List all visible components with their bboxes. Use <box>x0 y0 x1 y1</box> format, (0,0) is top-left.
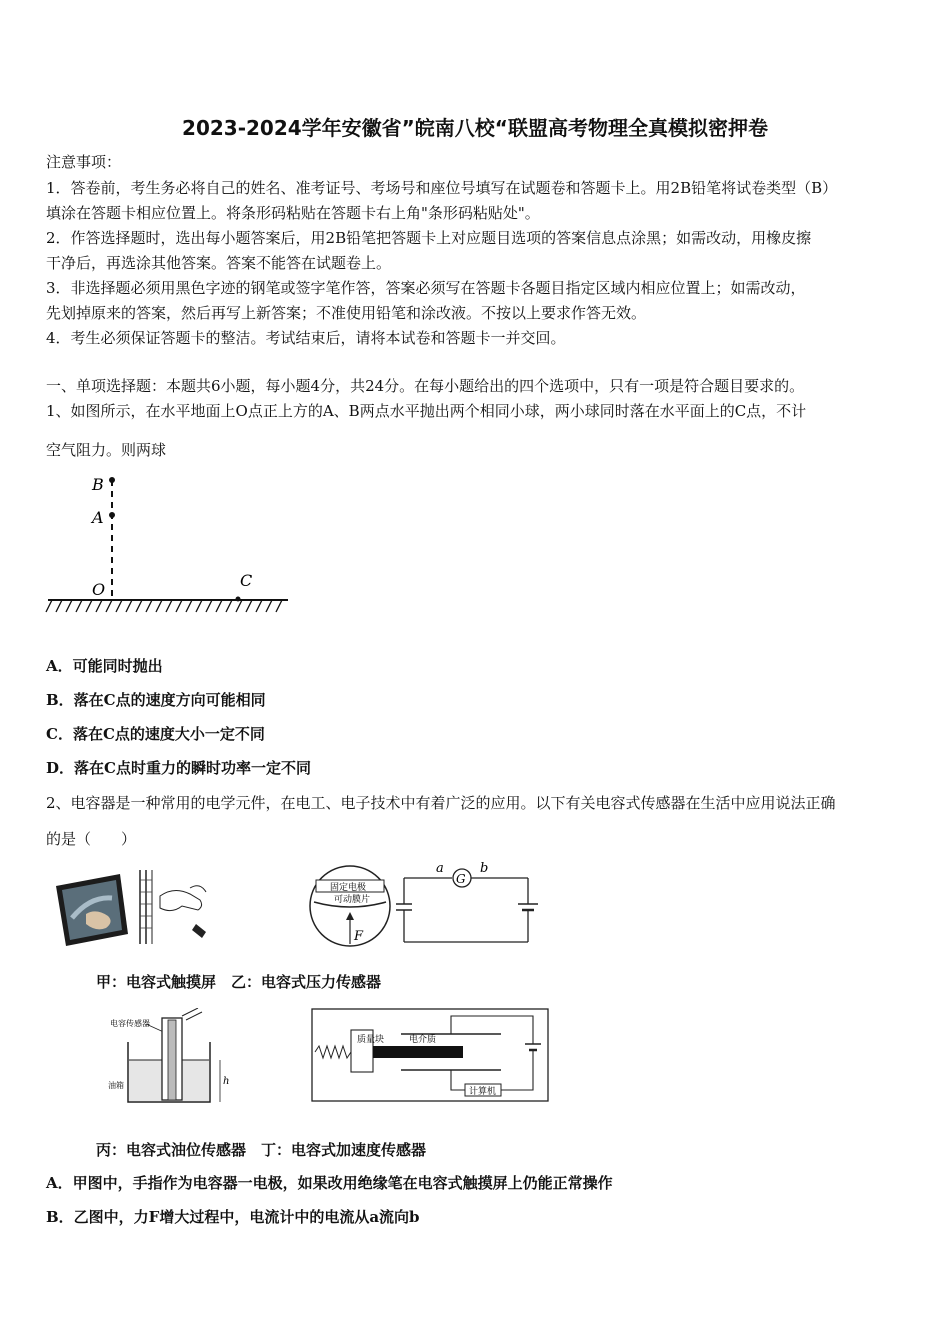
touchscreen-figure <box>50 868 130 950</box>
q1-option-a: A．可能同时抛出 <box>46 657 163 675</box>
q2-stem: 2、电容器是一种常用的电学元件，在电工、电子技术中有着广泛的应用。以下有关电容式传感器在生活中应用说法正确 <box>46 794 836 812</box>
q2-option-a: A．甲图中，手指作为电容器一电极，如果改用绝缘笔在电容式触摸屏上仍能正常操作 <box>46 1174 613 1192</box>
point-a-label: a <box>436 861 444 876</box>
height-label: h <box>223 1076 230 1087</box>
movable-film-label: 可动膜片 <box>334 895 371 905</box>
accel-sensor-figure <box>311 1008 551 1104</box>
label-a: A <box>92 508 104 527</box>
q1-stem: 1、如图所示，在水平地面上O点正上方的A、B两点水平抛出两个相同小球，两小球同时落在水平面上的C点，不计 <box>46 402 807 420</box>
notice-line: 1．答卷前，考生务必将自己的姓名、准考证号、考场号和座位号填写在试题卷和答题卡上。用2B铅笔将试卷类型（B） <box>46 179 838 197</box>
q1-figure <box>44 470 294 620</box>
section-heading: 一、单项选择题：本题共6小题，每小题4分，共24分。在每小题给出的四个选项中，只有一项是符合题目要求的。 <box>46 377 805 395</box>
oil-tank-label: 油箱 <box>108 1081 124 1090</box>
caption-figures-1: 甲：电容式触摸屏 乙：电容式压力传感器 <box>96 973 382 991</box>
mass-label: 质量块 <box>357 1035 385 1045</box>
notice-line: 3．非选择题必须用黑色字迹的钢笔或签字笔作答，答案必须写在答题卡各题目指定区域内相应位置上；如需改动， <box>46 279 806 297</box>
computer-label: 计算机 <box>469 1087 497 1097</box>
notice-line: 填涂在答题卡相应位置上。将条形码粘贴在答题卡右上角"条形码粘贴处"。 <box>46 204 540 222</box>
sensor-label: 电容传感器 <box>110 1019 150 1028</box>
page-title: 2023-2024学年安徽省”皖南八校“联盟高考物理全真模拟密押卷 <box>182 116 768 140</box>
notice-line: 干净后，再选涂其他答案。答案不能答在试题卷上。 <box>46 254 392 272</box>
label-o: O <box>92 580 106 599</box>
dielectric-label: 电介质 <box>409 1035 437 1045</box>
notice-line: 4．考生必须保证答题卡的整洁。考试结束后，请将本试卷和答题卡一并交回。 <box>46 329 566 347</box>
q2-option-b: B．乙图中，力F增大过程中，电流计中的电流从a流向b <box>46 1208 420 1226</box>
force-label: F <box>354 929 364 944</box>
touch-layer-figure <box>134 866 214 950</box>
notice-line: 2．作答选择题时，选出每小题答案后，用2B铅笔把答题卡上对应题目选项的答案信息点涂黑；如需改动，用橡皮擦 <box>46 229 812 247</box>
caption-figures-2: 丙：电容式油位传感器 丁：电容式加速度传感器 <box>96 1141 427 1159</box>
fixed-electrode-label: 固定电极 <box>330 883 367 893</box>
q1-option-d: D．落在C点时重力的瞬时功率一定不同 <box>46 759 311 777</box>
notice-line: 先划掉原来的答案，然后再写上新答案；不准使用铅笔和涂改液。不按以上要求作答无效。 <box>46 304 647 322</box>
oil-sensor-figure <box>106 1008 236 1106</box>
q1-option-c: C．落在C点的速度大小一定不同 <box>46 725 265 743</box>
galvanometer-label: G <box>456 872 466 886</box>
notice-heading: 注意事项： <box>46 153 122 171</box>
q1-stem-cont: 空气阻力。则两球 <box>46 441 167 459</box>
label-c: C <box>240 571 253 590</box>
point-b-label: b <box>480 861 489 876</box>
q2-stem-cont: 的是（ ） <box>46 830 137 848</box>
label-b: B <box>92 475 104 494</box>
q1-option-b: B．落在C点的速度方向可能相同 <box>46 691 266 709</box>
pressure-sensor-figure <box>300 858 540 950</box>
